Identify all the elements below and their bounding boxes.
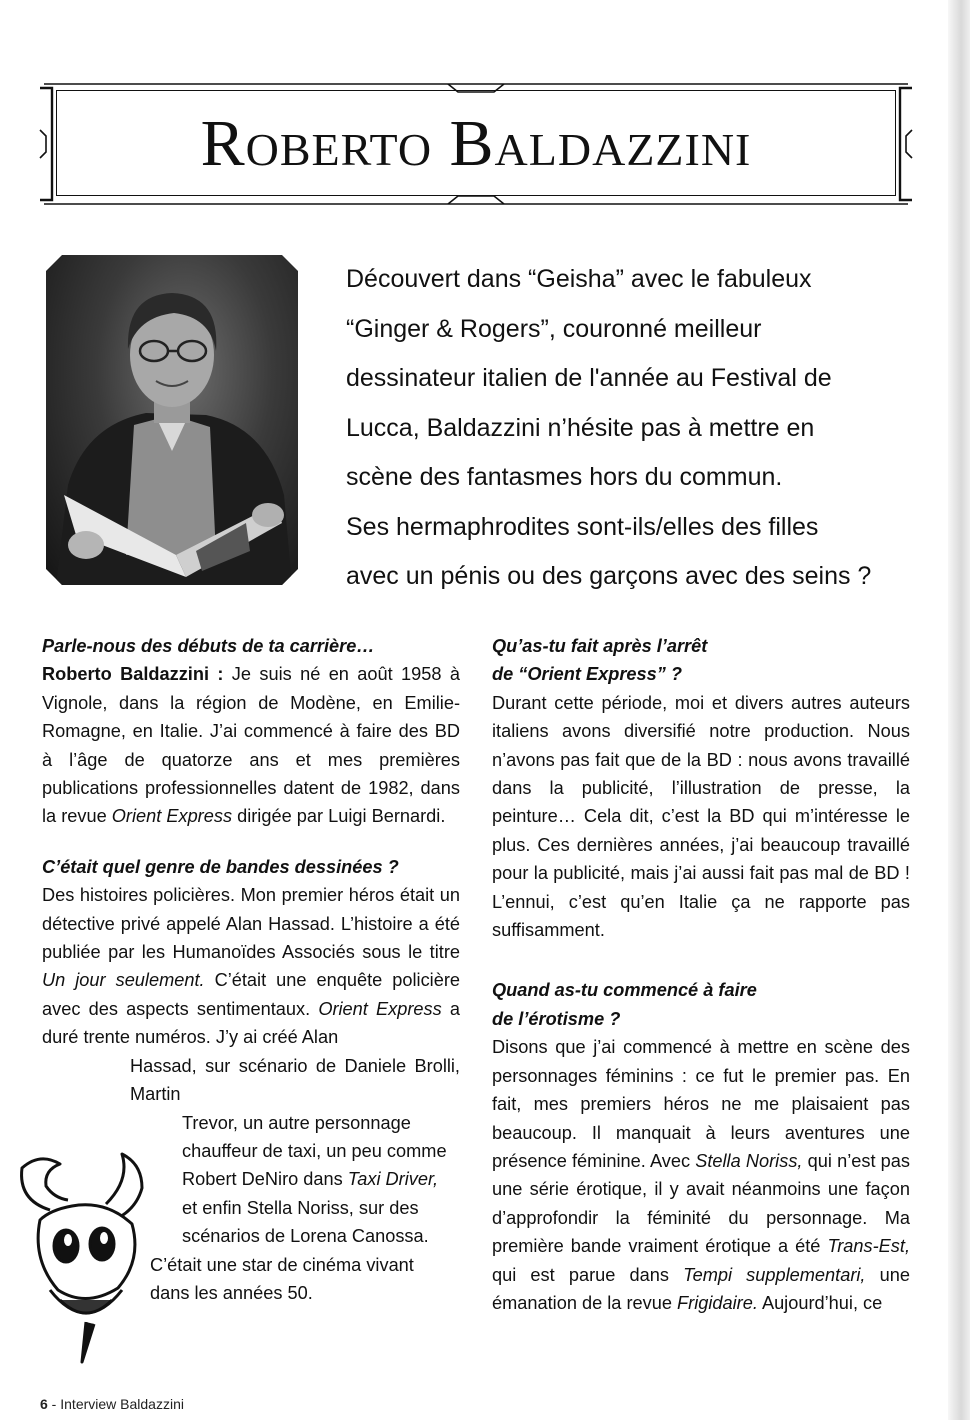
page-number: 6 — [40, 1396, 48, 1412]
answer-line: C’était une star de cinéma vivant — [150, 1254, 414, 1275]
title-frame — [38, 80, 914, 208]
publication-title: Frigidaire. — [677, 1292, 758, 1313]
answer-line: et enfin Stella Noriss, sur des — [182, 1197, 419, 1218]
intro-line: Lucca, Baldazzini n’hésite pas à mettre en — [346, 413, 815, 442]
answer-line: Hassad, sur scénario de Daniele Brolli, Martin — [130, 1055, 460, 1105]
footer-separator: - — [47, 1396, 61, 1412]
answer-paragraph — [42, 660, 460, 830]
answer-text: une émanation de la revue — [492, 1264, 910, 1313]
answer-paragraph — [492, 1033, 910, 1317]
answer-line: chauffeur de taxi, un peu comme — [182, 1140, 447, 1161]
speaker-name: Roberto Baldazzini : — [42, 664, 224, 685]
intro-paragraph — [346, 255, 906, 602]
portrait-illustration — [46, 255, 298, 585]
answer-text: Robert DeNiro dans — [182, 1169, 348, 1190]
answer-text: qui n’est pas une série érotique, il y avait néanmoins une façon d’approfondir la féminité du personnage. Ma première bande vraiment érotique a été — [492, 1150, 910, 1257]
horned-creature-illustration — [10, 1140, 160, 1365]
paragraph-gap — [42, 831, 460, 853]
publication-title: Orient Express — [111, 806, 233, 827]
portrait-photo — [46, 255, 298, 585]
page-footer — [40, 1396, 184, 1412]
series-title: Stella Noriss, — [695, 1150, 803, 1171]
series-title: Trans-Est, — [827, 1236, 910, 1257]
paragraph-gap — [492, 944, 910, 966]
question-heading: de “Orient Express” ? — [492, 664, 683, 685]
answer-line: dans les années 50. — [150, 1282, 313, 1303]
question-heading: de l’érotisme ? — [492, 1008, 621, 1029]
publication-title: Orient Express — [318, 998, 442, 1019]
answer-text: Je suis né en août 1958 à Vignole, dans la région de Modène, en Emilie-Romagne, en Italie. J’ai commencé à faire des BD à l’âge de quatorze ans et mes premières publications professionnelles datent de 1982, dans la revue — [42, 664, 460, 827]
footer-label: Interview Baldazzini — [60, 1396, 184, 1412]
paragraph-gap — [492, 966, 910, 976]
intro-line: “Ginger & Rogers”, couronné meilleur — [346, 314, 762, 343]
answer-text: C’était une enquête policière avec des aspects sentimentaux. — [42, 970, 460, 1019]
answer-line: Trevor, un autre personnage — [182, 1112, 411, 1133]
answer-text: Aujourd’hui, ce — [757, 1292, 883, 1313]
intro-line: Découvert dans “Geisha” avec le fabuleux — [346, 265, 812, 293]
publication-title: Un jour seulement. — [42, 970, 205, 991]
question-heading: Parle-nous des débuts de ta carrière… — [42, 636, 375, 656]
publication-title: Tempi supplementari, — [683, 1264, 866, 1285]
answer-text: qui est parue dans — [492, 1264, 684, 1285]
question-heading: Qu’as-tu fait après l’arrêt — [492, 636, 708, 656]
question-heading: Quand as-tu commencé à faire — [492, 980, 757, 1001]
answer-text: Des histoires policières. Mon premier héros était un détective privé appelé Alan Hassad. L’histoire a été publiée par les Humanoïdes Associés sous le titre — [42, 885, 460, 963]
answer-line: scénarios de Lorena Canossa. — [182, 1226, 429, 1247]
page-gutter-shadow — [948, 0, 970, 1420]
intro-line: dessinateur italien de l'année au Festival de — [346, 364, 832, 392]
answer-text: a duré trente numéros. J’y ai créé Alan — [42, 998, 460, 1048]
answer-paragraph — [42, 881, 460, 1051]
intro-line: Ses hermaphrodites sont-ils/elles des filles — [346, 512, 819, 541]
answer-text: Disons que j’ai commencé à mettre en scène des personnages féminins : ce fut le premier pas. En fait, mes premiers héros ne me plaisaient pas beaucoup. Il manquait à leurs aventures une présence féminine. Avec — [492, 1037, 910, 1171]
right-column — [492, 632, 910, 1317]
page-title: Roberto Baldazzini — [200, 107, 752, 180]
film-title: Taxi Driver, — [347, 1169, 439, 1190]
question-heading: C’était quel genre de bandes dessinées ? — [42, 856, 399, 877]
intro-line: avec un pénis ou des garçons avec des seins ? — [346, 562, 872, 590]
answer-text: dirigée par Luigi Bernardi. — [232, 806, 446, 827]
answer-paragraph: Durant cette période, moi et divers autres auteurs italiens avons diversifié notre production. Nous n’avons pas fait que de la BD : nous avons travaillé dans la publicité, l’illustration de presse, la peinture… Cela dit, c’est la BD qui m’intéresse le plus. Ces dernières années, j’ai beaucoup travaillé pour la publicité, mais j’ai aussi fait pas mal de BD ! L’ennui, c’est qu’en Italie ça ne rapporte pas suffisamment. — [492, 692, 910, 941]
intro-line: scène des fantasmes hors du commun. — [346, 463, 783, 491]
